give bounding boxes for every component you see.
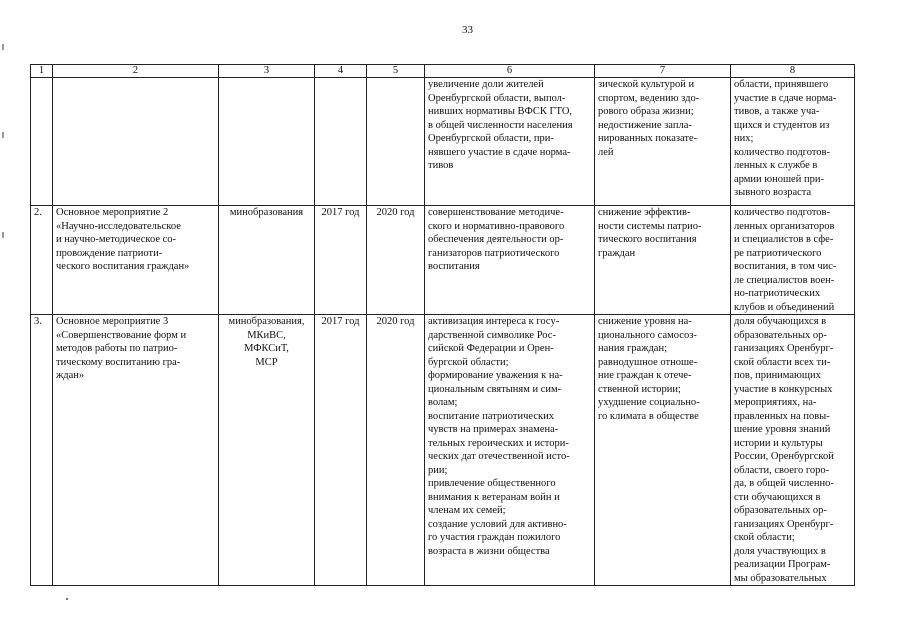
non-implementation-consequence: снижение уровня на- ционального самосоз- нания граждан; равнодушное отноше- ние граждан к отече- ственной истории; ухудшение социально- го климата в обществе: [595, 315, 731, 586]
expected-result: активизация интереса к госу- дарственной символике Рос- сийской Федерации и Орен- бургской области; формирование уважения к на- циональным святыням и сим- волам; воспитание патриотических чувств на примерах знамена- тельных героических и истори- ческих дат отечественной исто- рии; привлечение общественного внимания к ветеранам войн и членам их семей; создание условий для активно- го участия граждан пожилого возраста в жизни общества: [425, 315, 595, 586]
scan-mark: [2, 232, 4, 238]
header-cell: 2: [53, 65, 219, 78]
end-year: 2020 год: [367, 206, 425, 315]
end-year: 2020 год: [367, 315, 425, 586]
related-indicator: доля обучающихся в образовательных ор- ганизациях Оренбург- ской области всех ти- пов, принимающих участие в конкурсных мероприятиях, на- правленных на повы- шение уровня знаний истории и культуры России, Оренбургской области, своего горо- да, в общей численно- сти обучающихся в образовательных ор- ганизациях Оренбург- ской области; доля участвующих в реализации Програм- мы образовательных: [731, 315, 855, 586]
row-number: 3.: [31, 315, 53, 586]
end-year: [367, 78, 425, 206]
executor: минобразования, МКиВС, МФКСиТ, МСР: [219, 315, 315, 586]
start-year: [315, 78, 367, 206]
expected-result: увеличение доли жителей Оренбургской области, выпол- нивших нормативы ВФСК ГТО, в общей численности населения Оренбургской области, при- нявшего участие в сдаче норма- тивов: [425, 78, 595, 206]
row-number: 2.: [31, 206, 53, 315]
header-cell: 1: [31, 65, 53, 78]
start-year: 2017 год: [315, 206, 367, 315]
header-cell: 8: [731, 65, 855, 78]
scan-mark: [2, 132, 4, 138]
header-cell: 3: [219, 65, 315, 78]
header-cell: 6: [425, 65, 595, 78]
table-row: [31, 78, 855, 206]
events-table: [30, 64, 855, 586]
header-row: [31, 65, 855, 78]
row-number: [31, 78, 53, 206]
related-indicator: области, принявшего участие в сдаче норма- тивов, а также уча- щихся и студентов из них; количество подготов- ленных к службе в армии юношей при- зывного возраста: [731, 78, 855, 206]
event-name: Основное мероприятие 3 «Совершенствование форм и методов работы по патрио- тическому воспитанию гра- ждан»: [53, 315, 219, 586]
non-implementation-consequence: снижение эффектив- ности системы патрио- тического воспитания граждан: [595, 206, 731, 315]
scan-mark: [2, 44, 4, 50]
expected-result: совершенствование методиче- ского и нормативно-правового обеспечения деятельности ор- ганизаторов патриотического воспитания: [425, 206, 595, 315]
executor: минобразования: [219, 206, 315, 315]
non-implementation-consequence: зической культурой и спортом, ведению здо- рового образа жизни; недостижение запла- нированных показате- лей: [595, 78, 731, 206]
event-name: Основное мероприятие 2 «Научно-исследовательское и научно-методическое со- провождение патриоти- ческого воспитания граждан»: [53, 206, 219, 315]
table-row: [31, 315, 855, 586]
scan-dot: [66, 598, 68, 600]
header-cell: 7: [595, 65, 731, 78]
header-cell: 5: [367, 65, 425, 78]
related-indicator: количество подготов- ленных организаторов и специалистов в сфе- ре патриотического воспитания, в том чис- ле специалистов воен- но-патриотических клубов и объединений: [731, 206, 855, 315]
event-name: [53, 78, 219, 206]
page-number: 33: [462, 24, 473, 36]
start-year: 2017 год: [315, 315, 367, 586]
table-row: [31, 206, 855, 315]
executor: [219, 78, 315, 206]
header-cell: 4: [315, 65, 367, 78]
